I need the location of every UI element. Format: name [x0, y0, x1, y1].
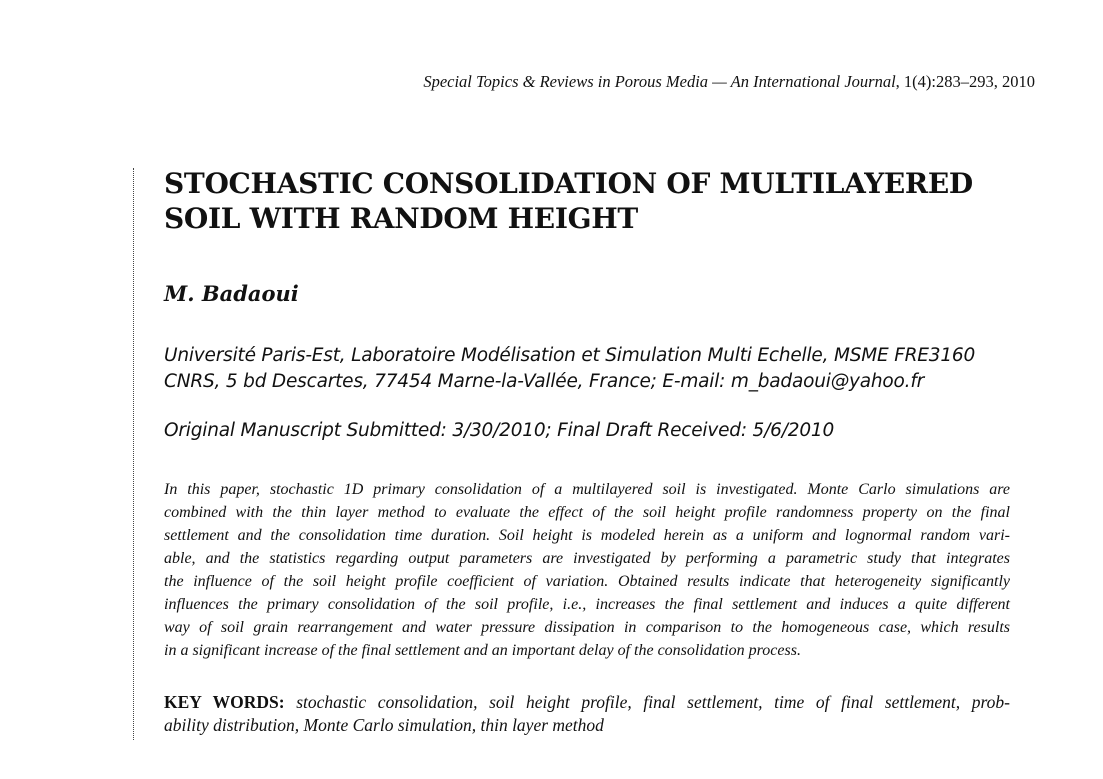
affiliation-line-2: CNRS, 5 bd Descartes, 77454 Marne-la-Vallée, France; E-mail: m_badaoui@yahoo.fr: [164, 371, 925, 392]
abstract-line: settlement and the consolidation time duration. Soil height is modeled herein as a uniform and lognormal random vari-: [164, 527, 1010, 544]
keywords-text-2: ability distribution, Monte Carlo simulation, thin layer method: [164, 715, 604, 735]
keywords-section: [164, 691, 1010, 737]
keywords-text-1: stochastic consolidation, soil height profile, final settlement, time of final settlement, prob-: [296, 692, 1011, 712]
journal-name: Special Topics & Reviews in Porous Media — An International Journal: [423, 72, 896, 91]
manuscript-dates: Original Manuscript Submitted: 3/30/2010; Final Draft Received: 5/6/2010: [164, 420, 835, 441]
author-name: M. Badaoui: [164, 281, 299, 306]
left-margin-rule: [133, 168, 134, 740]
abstract-line: able, and the statistics regarding output parameters are investigated by performing a parametric study that integrates: [164, 550, 1010, 567]
paper-title: [164, 166, 1010, 236]
abstract-line: In this paper, stochastic 1D primary consolidation of a multilayered soil is investigated. Monte Carlo simulations are: [164, 481, 1010, 498]
abstract-line: the influence of the soil height profile coefficient of variation. Obtained results indicate that heterogeneity significantly: [164, 573, 1010, 590]
abstract: [164, 478, 1010, 662]
abstract-line: influences the primary consolidation of the soil profile, i.e., increases the final settlement and induces a quite different: [164, 596, 1010, 613]
title-line-2: SOIL WITH RANDOM HEIGHT: [164, 202, 638, 235]
keywords-line-2: [164, 714, 1010, 737]
abstract-line: way of soil grain rearrangement and water pressure dissipation in comparison to the homogeneous case, which results: [164, 619, 1010, 636]
author-affiliation: [164, 343, 1010, 395]
journal-citation: [423, 72, 1035, 92]
keywords-label: KEY WORDS:: [164, 692, 285, 712]
abstract-line: in a significant increase of the final settlement and an important delay of the consolidation process.: [164, 642, 801, 659]
title-line-1: STOCHASTIC CONSOLIDATION OF MULTILAYERED: [164, 167, 973, 200]
abstract-line: combined with the thin layer method to evaluate the effect of the soil height profile randomness property on the final: [164, 504, 1010, 521]
keywords-line-1: [164, 691, 1010, 714]
affiliation-line-1: Université Paris-Est, Laboratoire Modélisation et Simulation Multi Echelle, MSME FRE3160: [164, 345, 976, 366]
journal-volume-pages-year: , 1(4):283–293, 2010: [895, 72, 1035, 91]
